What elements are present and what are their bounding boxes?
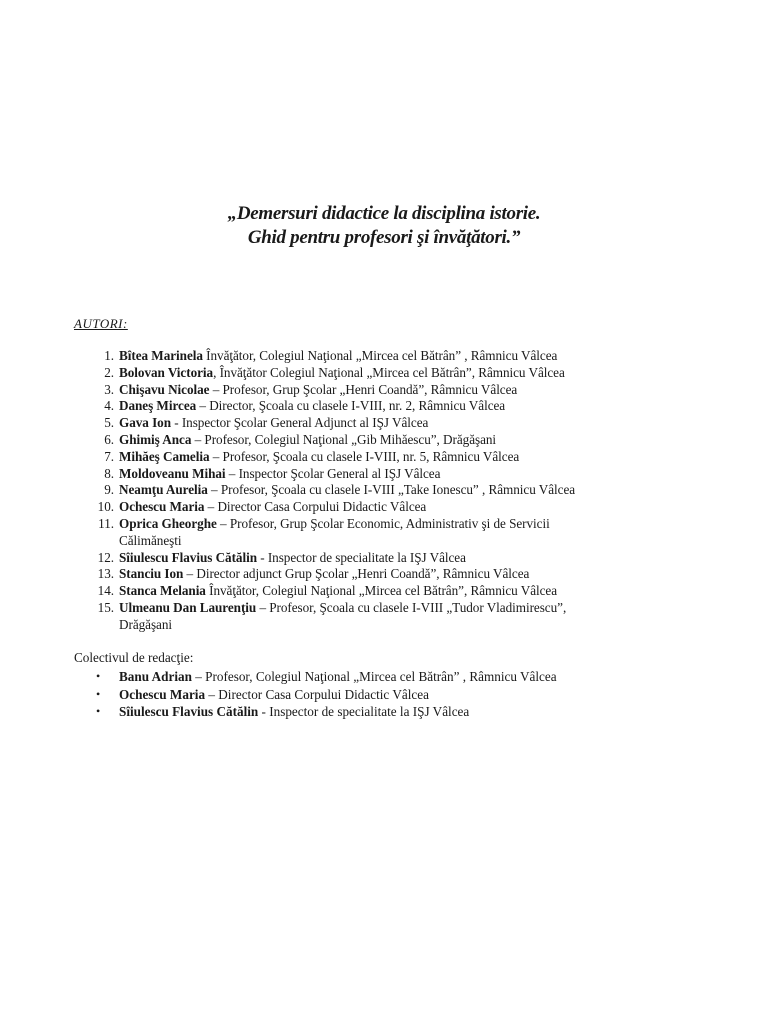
author-description: - Inspector Şcolar General Adjunct al IŞJ Vâlcea <box>171 415 429 431</box>
bullet-icon: • <box>96 669 101 683</box>
author-name: Chişavu Nicolae <box>119 381 210 397</box>
author-number: 5. <box>104 415 114 431</box>
editor-name: Banu Adrian <box>119 669 192 684</box>
author-description: - Inspector de specialitate la IŞJ Vâlcea <box>256 549 466 565</box>
author-item <box>74 415 694 432</box>
author-description: – Director, Şcoala cu clasele I-VIII, nr. 2, Râmnicu Vâlcea <box>196 398 506 414</box>
author-item <box>74 600 694 634</box>
author-item <box>74 516 694 550</box>
author-name: Bolovan Victoria <box>119 364 214 380</box>
author-description: – Profesor, Şcoala cu clasele I-VIII, nr. 5, Râmnicu Vâlcea <box>209 448 520 464</box>
author-item <box>74 550 694 567</box>
editorial-heading: Colectivul de redacţie: <box>74 650 194 665</box>
author-name: Ghimiş Anca <box>119 431 192 447</box>
author-number: 12. <box>97 549 114 565</box>
author-description: – Director Casa Corpului Didactic Vâlcea <box>204 499 427 515</box>
document-title-line-1: „Demersuri didactice la disciplina istorie. <box>227 203 541 224</box>
author-number: 4. <box>104 398 114 414</box>
author-name: Gava Ion <box>119 415 171 431</box>
bullet-icon: • <box>96 704 101 718</box>
author-number: 9. <box>104 482 114 498</box>
author-description: – Profesor, Grup Şcolar Economic, Administrativ şi de Servicii <box>216 515 550 531</box>
author-name: Ochescu Maria <box>119 499 205 515</box>
author-item <box>74 365 694 382</box>
author-item <box>74 499 694 516</box>
author-name: Moldoveanu Mihai <box>119 465 226 481</box>
author-item <box>74 449 694 466</box>
author-description: , Învăţător Colegiul Naţional „Mircea cel Bătrân”, Râmnicu Vâlcea <box>213 364 565 380</box>
author-name: Bîtea Marinela <box>119 348 203 363</box>
author-name: Neamţu Aurelia <box>119 482 208 498</box>
author-description-continued: Călimăneşti <box>119 532 182 548</box>
editor-name: Ochescu Maria <box>119 686 206 702</box>
author-number: 11. <box>98 515 114 531</box>
author-description: – Profesor, Şcoala cu clasele I-VIII „Take Ionescu” , Râmnicu Vâlcea <box>207 482 576 498</box>
bullet-icon: • <box>96 686 101 701</box>
author-number: 8. <box>104 465 114 481</box>
editor-description: – Director Casa Corpului Didactic Vâlcea <box>205 686 429 702</box>
author-item <box>74 482 694 499</box>
author-number: 3. <box>104 381 114 397</box>
editor-name: Sîiulescu Flavius Cătălin <box>119 704 259 719</box>
authors-heading: AUTORI: <box>74 316 128 331</box>
author-description: Învăţător, Colegiul Naţional „Mircea cel Bătrân” , Râmnicu Vâlcea <box>202 348 558 363</box>
author-description: – Profesor, Grup Şcolar „Henri Coandă”, Râmnicu Vâlcea <box>209 381 518 397</box>
document-title-line-2: Ghid pentru profesori şi învăţători.” <box>247 227 521 248</box>
author-description: – Profesor, Şcoala cu clasele I-VIII „Tudor Vladimirescu”, <box>256 599 567 615</box>
author-name: Sîiulescu Flavius Cătălin <box>119 549 257 565</box>
author-description: Învăţător, Colegiul Naţional „Mircea cel Bătrân”, Râmnicu Vâlcea <box>205 583 558 599</box>
author-description: – Profesor, Colegiul Naţional „Gib Mihăescu”, Drăgăşani <box>191 431 497 447</box>
author-name: Mihăeş Camelia <box>119 448 210 464</box>
author-number: 13. <box>97 566 114 582</box>
editorial-item <box>74 703 694 721</box>
editor-description: - Inspector de specialitate la IŞJ Vâlcea <box>258 704 470 719</box>
author-name: Daneş Mircea <box>119 398 197 414</box>
author-number: 1. <box>104 348 114 363</box>
author-number: 6. <box>104 431 114 447</box>
author-name: Stanca Melania <box>119 583 206 599</box>
author-description: – Director adjunct Grup Şcolar „Henri Coandă”, Râmnicu Vâlcea <box>183 566 530 582</box>
author-description-continued: Drăgăşani <box>119 616 173 632</box>
author-number: 15. <box>97 599 114 615</box>
author-name: Stanciu Ion <box>119 566 184 582</box>
author-item <box>74 583 694 600</box>
author-description: – Inspector Şcolar General al IŞJ Vâlcea <box>225 465 441 481</box>
author-name: Oprica Gheorghe <box>119 515 217 531</box>
editorial-item <box>74 668 694 686</box>
author-item <box>74 398 694 415</box>
author-item <box>74 348 694 365</box>
author-number: 7. <box>104 448 114 464</box>
editorial-list <box>74 668 694 721</box>
author-number: 2. <box>104 364 114 380</box>
author-number: 10. <box>97 499 114 515</box>
editor-description: – Profesor, Colegiul Naţional „Mircea cel Bătrân” , Râmnicu Vâlcea <box>191 669 557 684</box>
author-item <box>74 382 694 399</box>
author-item <box>74 566 694 583</box>
author-name: Ulmeanu Dan Laurenţiu <box>119 599 257 615</box>
editorial-item <box>74 686 694 704</box>
author-item <box>74 432 694 449</box>
author-item <box>74 466 694 483</box>
authors-list <box>74 348 694 634</box>
author-number: 14. <box>97 583 114 599</box>
